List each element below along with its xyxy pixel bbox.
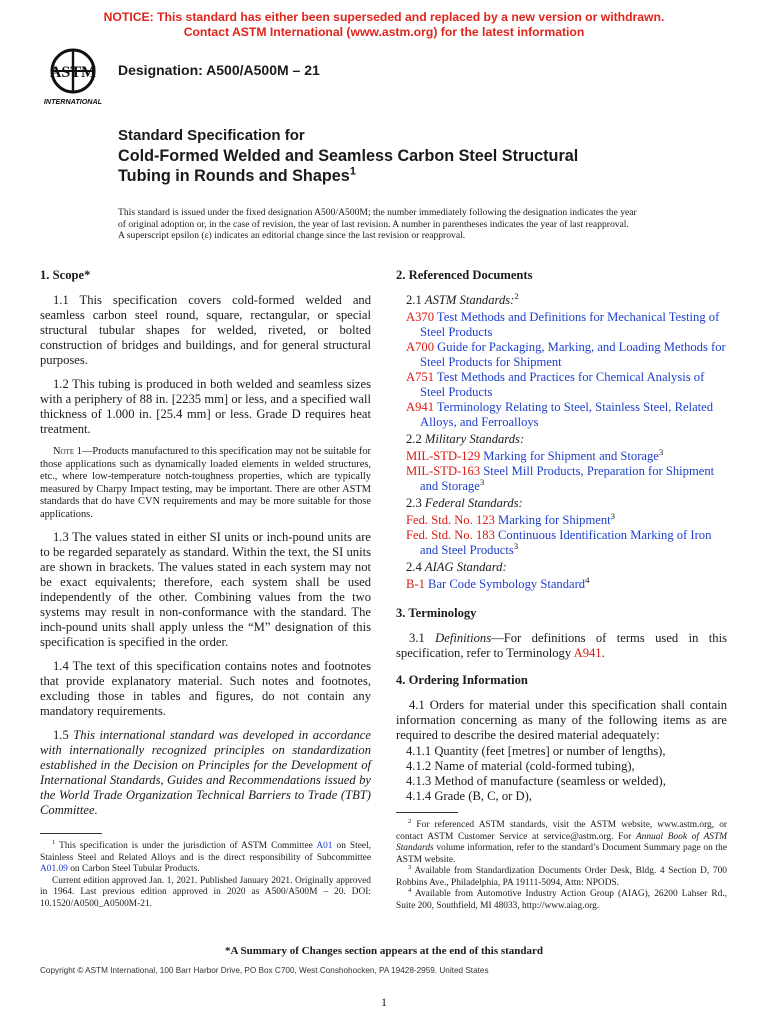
terminology-link-a941[interactable]: A941 bbox=[573, 646, 602, 660]
reference-code-link[interactable]: MIL-STD-163 bbox=[406, 464, 481, 478]
document-title bbox=[118, 126, 738, 186]
reference-entry bbox=[396, 464, 727, 494]
reference-code-link[interactable]: Fed. Std. No. 123 bbox=[406, 513, 495, 527]
footnote-rule-right bbox=[396, 812, 458, 813]
terminology-heading: 3. Terminology bbox=[396, 606, 477, 620]
reference-footnote-ref: 3 bbox=[610, 510, 616, 521]
note-1-label: Note 1 bbox=[53, 446, 82, 457]
footnotes-left bbox=[40, 838, 372, 910]
page-number: 1 bbox=[381, 995, 387, 1009]
reference-entry bbox=[396, 446, 727, 464]
astm-logo-mark bbox=[38, 46, 112, 108]
footnotes-right bbox=[396, 817, 728, 912]
reference-code-link[interactable]: B-1 bbox=[406, 577, 425, 591]
reference-code-link[interactable]: Fed. Std. No. 183 bbox=[406, 528, 495, 542]
notice-line-2: Contact ASTM International (www.astm.org) for the latest information bbox=[183, 25, 585, 39]
reference-title-link[interactable]: Continuous Identification Marking of Iron and Steel Products bbox=[420, 528, 712, 557]
reference-code-link[interactable]: A700 bbox=[406, 340, 434, 354]
reference-entry bbox=[396, 400, 727, 430]
reference-code-link[interactable]: A370 bbox=[406, 310, 434, 324]
footnote-1-edition: Current edition approved Jan. 1, 2021. Published January 2021. Originally approved in 1964. Last previous edition approved in 2020 as A500/A500M – 20. DOI: 10.1520/A0500_A0500M-21. bbox=[40, 875, 371, 909]
scope-heading: 1. Scope* bbox=[40, 268, 91, 282]
footnote-rule-left bbox=[40, 833, 102, 834]
scope-1-5: 1.5 This international standard was developed in accordance with internationally recognized principles on standardization established in the Decision on Principles for the Development of International Standards, Guides and Recommendations issued by the World Trade Organization Technical Barriers to Trade (TBT) Committee. bbox=[40, 728, 371, 817]
title-line-3: Tubing in Rounds and Shapes$^1$ bbox=[118, 165, 357, 185]
reference-code-link[interactable]: MIL-STD-129 bbox=[406, 449, 481, 463]
footnote-2: $^2$ For referenced ASTM standards, visit the ASTM website, www.astm.org, or contact ASTM Customer Service at service@astm.org. For Annual Book of ASTM Standards volume information, refer to the standard’s Document Summary page on the ASTM website. bbox=[396, 817, 728, 865]
aiag-references bbox=[396, 574, 727, 592]
astm-standards-label: 2.1 ASTM Standards:$^2$ bbox=[406, 290, 519, 307]
designation bbox=[118, 62, 320, 78]
scope-1-4: 1.4 The text of this specification contains notes and footnotes that provide explanatory material. Such notes and footnotes, excluding those in tables and figures, do not contain any mandatory requirements. bbox=[40, 659, 371, 718]
designation-label: Designation: bbox=[118, 62, 203, 78]
ordering-4-1: 4.1 Orders for material under this specification shall contain information concerning as many of the following items as are required to describe the desired material adequately: bbox=[396, 698, 727, 742]
note-1-text: —Products manufactured to this specification may not be suitable for those applications such as dynamically loaded elements in welded structures, etc., where low-temperature notch-toughness properties, which are typically measured by Charpy Impact testing, may be important. There are other ASTM standards that do have CVN requirements and may be more suitable for those applications. bbox=[40, 446, 372, 520]
reference-code-link[interactable]: A941 bbox=[406, 400, 434, 414]
reference-entry bbox=[396, 510, 727, 528]
military-standards-label: 2.2 Military Standards: bbox=[406, 432, 525, 446]
title-footnote-ref: 1 bbox=[349, 165, 357, 178]
withdrawn-notice bbox=[0, 10, 768, 40]
scope-1-2: 1.2 This tubing is produced in both welded and seamless sizes with a periphery of 88 in. [2235 mm] or less, and a specified wall thickness of 1.000 in. [25.4 mm] or less. Grade D requires heat treatment. bbox=[40, 377, 371, 436]
title-line-2: Cold-Formed Welded and Seamless Carbon Steel Structural bbox=[118, 147, 579, 165]
note-1 bbox=[40, 446, 371, 521]
designation-code: A500/A500M – 21 bbox=[206, 62, 320, 78]
reference-footnote-ref: 3 bbox=[479, 476, 485, 487]
reference-footnote-ref: 3 bbox=[658, 446, 664, 457]
copyright: Copyright © ASTM International, 100 Barr Harbor Drive, PO Box C700, West Conshohocken, PA 19428-2959. United States bbox=[40, 966, 489, 975]
ordering-item: 4.1.2 Name of material (cold-formed tubing), bbox=[406, 759, 635, 773]
intro-line-1: This standard is issued under the fixed designation A500/A500M; the number immediately following the designation indicates the year bbox=[118, 207, 637, 218]
aiag-standard-label: 2.4 AIAG Standard: bbox=[406, 560, 507, 574]
left-column bbox=[40, 268, 371, 827]
federal-references bbox=[396, 510, 727, 558]
reference-entry bbox=[396, 310, 727, 340]
astm-logo bbox=[38, 46, 112, 108]
reference-title-link[interactable]: Guide for Packaging, Marking, and Loading Methods for Steel Products for Shipment bbox=[420, 340, 726, 369]
reference-title-link[interactable]: Test Methods and Practices for Chemical Analysis of Steel Products bbox=[420, 370, 705, 399]
ordering-heading: 4. Ordering Information bbox=[396, 673, 528, 687]
reference-title-link[interactable]: Marking for Shipment bbox=[494, 513, 611, 527]
reference-footnote-ref: 4 bbox=[585, 574, 590, 585]
reference-code-link[interactable]: A751 bbox=[406, 370, 434, 384]
referenced-documents-heading: 2. Referenced Documents bbox=[396, 268, 533, 282]
subcommittee-a0109-link[interactable]: A01.09 bbox=[40, 864, 68, 874]
reference-entry bbox=[396, 528, 727, 558]
reference-title-link[interactable]: Marking for Shipment and Storage bbox=[480, 449, 659, 463]
footnote-1: $^1$ This specification is under the jurisdiction of ASTM Committee A01 on Steel, Stainless Steel and Related Alloys and is the direct responsibility of Subcommittee A01.09 on Carbon Steel Tubular Products. bbox=[40, 838, 372, 874]
reference-entry bbox=[396, 574, 727, 592]
reference-title-link[interactable]: Steel Mill Products, Preparation for Shipment and Storage bbox=[420, 464, 715, 493]
footnote-4: $^4$ Available from Automotive Industry Action Group (AIAG), 26200 Lahser Rd., Suite 200, Southfield, MI 48033, http://www.aiag.org. bbox=[396, 886, 728, 911]
astm-references bbox=[396, 310, 727, 430]
reference-entry bbox=[396, 340, 727, 370]
svg-text:INTERNATIONAL: INTERNATIONAL bbox=[43, 97, 103, 106]
reference-title-link[interactable]: Test Methods and Definitions for Mechanical Testing of Steel Products bbox=[420, 310, 720, 339]
summary-of-changes-note: *A Summary of Changes section appears at the end of this standard bbox=[224, 945, 544, 957]
reference-title-link[interactable]: Terminology Relating to Steel, Stainless Steel, Related Alloys, and Ferroalloys bbox=[420, 400, 714, 429]
designation-intro bbox=[118, 207, 738, 242]
footnote-3: $^3$ Available from Standardization Documents Order Desk, Bldg. 4 Section D, 700 Robbins Ave., Philadelphia, PA 19111-5094, Attn: NPODS. bbox=[396, 863, 727, 888]
federal-standards-label: 2.3 Federal Standards: bbox=[406, 496, 523, 510]
right-column bbox=[396, 268, 727, 804]
terminology-3-1: 3.1 Definitions—For definitions of terms used in this specification, refer to Terminology A941. bbox=[396, 631, 727, 660]
title-line-1: Standard Specification for bbox=[118, 127, 305, 144]
reference-footnote-ref: 3 bbox=[513, 540, 519, 551]
reference-title-link[interactable]: Bar Code Symbology Standard bbox=[424, 577, 586, 591]
committee-a01-link[interactable]: A01 bbox=[316, 841, 333, 851]
intro-line-3: A superscript epsilon (ε) indicates an editorial change since the last revision or reapproval. bbox=[118, 230, 466, 242]
ordering-item: 4.1.4 Grade (B, C, or D), bbox=[406, 789, 532, 803]
scope-1-1: 1.1 This specification covers cold-formed welded and seamless carbon steel round, square, rectangular, or special structural tubular shapes for welded, riveted, or bolted construction of bridges and buildings, and for general structural purposes. bbox=[40, 293, 371, 367]
notice-line-1: NOTICE: This standard has either been superseded and replaced by a new version or withdrawn. bbox=[103, 10, 665, 24]
reference-entry bbox=[396, 370, 727, 400]
scope-1-3: 1.3 The values stated in either SI units or inch-pound units are to be regarded separately as standard. Within the text, the SI units are shown in brackets. The values stated in each system may not be exact equivalents; therefore, each system shall be used independently of the other. Combining values from the two systems may result in non-conformance with the standard. The inch-pound units shall apply unless the “M” designation of this specification is specified in the order. bbox=[40, 530, 371, 649]
intro-line-2: of original adoption or, in the case of revision, the year of last revision. A number in parentheses indicates the year of last reapproval. bbox=[118, 218, 629, 230]
ordering-items bbox=[396, 744, 727, 804]
ordering-item: 4.1.3 Method of manufacture (seamless or welded), bbox=[406, 774, 666, 788]
military-references bbox=[396, 446, 727, 494]
svg-text:ASTM: ASTM bbox=[49, 64, 97, 81]
ordering-item: 4.1.1 Quantity (feet [metres] or number of lengths), bbox=[406, 744, 666, 758]
